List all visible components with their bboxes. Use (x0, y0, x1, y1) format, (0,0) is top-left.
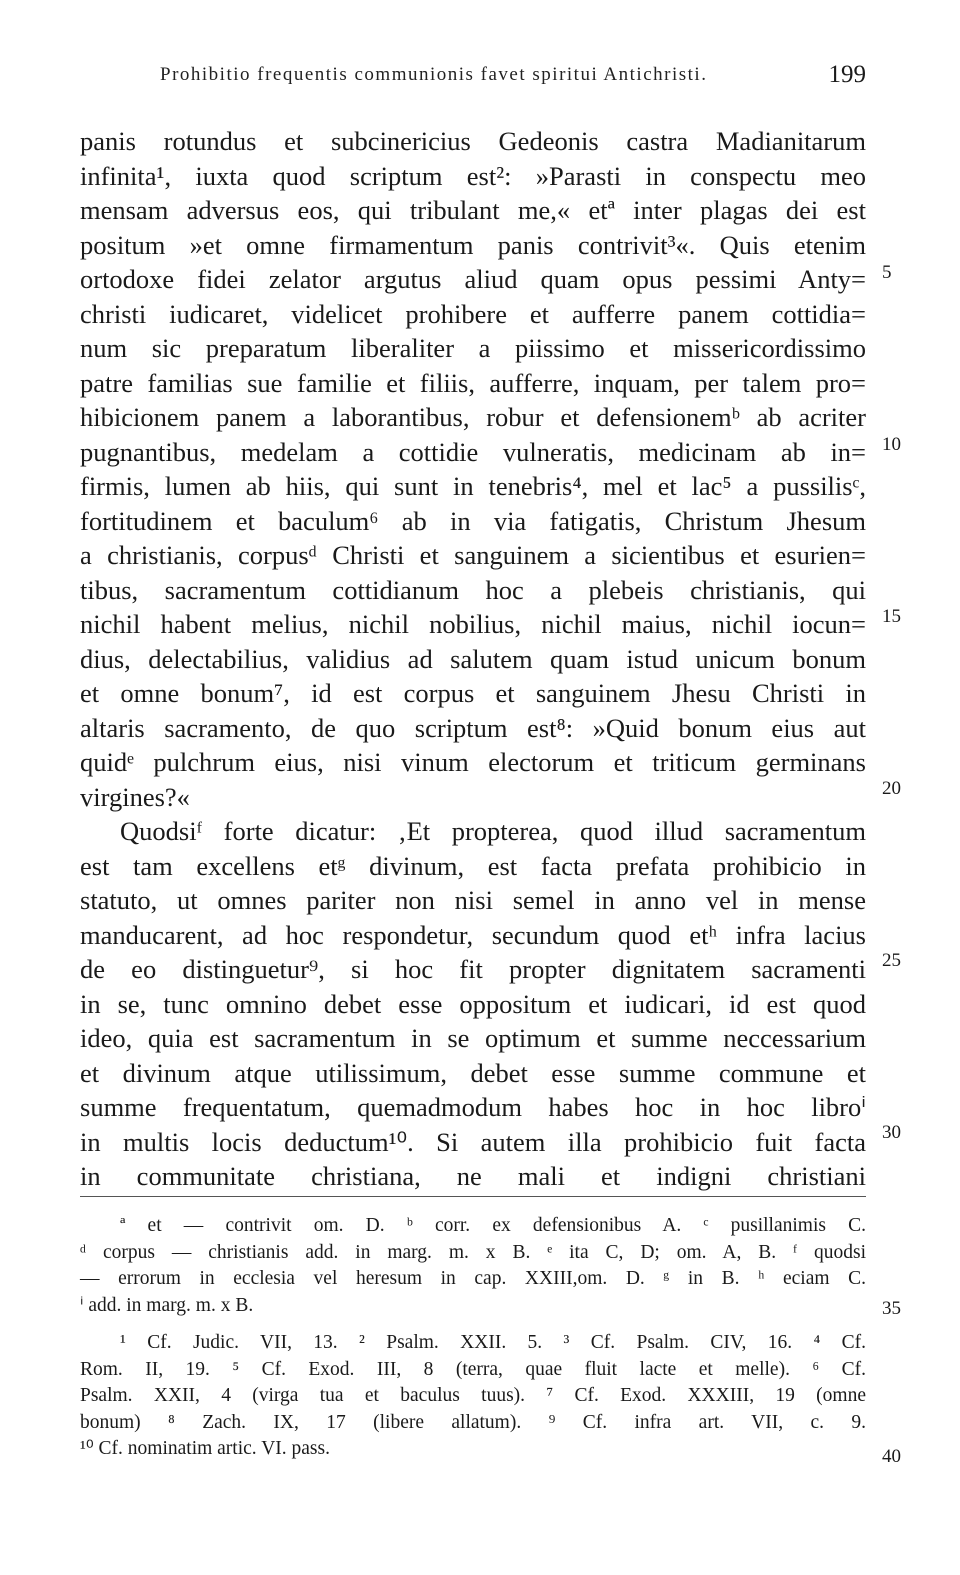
text-line: nichil habent melius, nichil nobilius, nichil maius, nichil iocun= (80, 609, 866, 639)
source-note-line: Psalm. XXII, 4 (virga tua et baculus tuus). ⁷ Cf. Exod. XXXIII, 19 (omne (80, 1385, 866, 1406)
main-text (80, 124, 866, 1194)
running-head (160, 61, 866, 94)
critical-note-line: — errorum in ecclesia vel heresum in cap. XXIII,om. D. ᵍ in B. ʰ eciam C. (80, 1268, 866, 1289)
text-line: de eo distinguetur⁹, si hoc fit propter dignitatem sacramenti (80, 954, 866, 984)
text-line: manducarent, ad hoc respondetur, secundum quod etʰ infra lacius (80, 919, 866, 950)
margin-line-number: 20 (882, 778, 901, 799)
text-line: hibicionem panem a laborantibus, robur et defensionemᵇ ab acriter (80, 402, 866, 432)
text-line: ortodoxe fidei zelator argutus aliud quam opus pessimi Anty= (80, 264, 866, 294)
critical-note-line: ⁱ add. in marg. m. x B. (80, 1294, 254, 1316)
critical-note-line: ᵈ corpus — christianis add. in marg. m. x B. ᵉ ita C, D; om. A, B. ᶠ quodsi (80, 1241, 866, 1263)
text-line: infinita¹, iuxta quod scriptum est²: »Parasti in conspectu meo (80, 160, 866, 191)
text-line: in multis locis deductum¹⁰. Si autem illa prohibicio fuit facta (80, 1126, 866, 1157)
text-line: num sic preparatum liberaliter a piissimo et missericordissimo (80, 333, 866, 363)
text-line: ideo, quia est sacramentum in se optimum et summe neccessarium (80, 1023, 866, 1053)
source-note-line: ¹ Cf. Judic. VII, 13. ² Psalm. XXII. 5. ³ Cf. Psalm. CIV, 16. ⁴ Cf. (120, 1332, 866, 1353)
critical-note-line: ª et — contrivit om. D. ᵇ corr. ex defensionibus A. ᶜ pusillanimis C. (120, 1215, 866, 1236)
text-line: patre familias sue familie et filiis, aufferre, inquam, per talem pro= (80, 367, 866, 398)
text-line: summe frequentatum, quemadmodum habes hoc in hoc libroⁱ (80, 1092, 866, 1122)
source-notes (80, 1330, 866, 1463)
text-line: tibus, sacramentum cottidianum hoc a plebeis christianis, qui (80, 574, 866, 605)
running-head-title: Prohibitio frequentis communionis favet spiritui Antichristi. (160, 64, 708, 85)
text-line: fortitudinem et baculum⁶ ab in via fatigatis, Christum Jhesum (80, 505, 866, 536)
text-line: et omne bonum⁷, id est corpus et sanguinem Jhesu Christi in (80, 678, 866, 708)
text-line: in communitate christiana, ne mali et indigni christiani (80, 1161, 866, 1191)
text-line: panis rotundus et subcinericius Gedeonis castra Madianitarum (80, 126, 866, 156)
text-line: statuto, ut omnes pariter non nisi semel in anno vel in mense (80, 885, 866, 915)
text-line: virgines?« (80, 781, 190, 812)
text-line: altaris sacramento, de quo scriptum est⁸: »Quid bonum eius aut (80, 712, 866, 743)
source-note-line: bonum) ⁸ Zach. IX, 17 (libere allatum). ⁹ Cf. infra art. VII, c. 9. (80, 1411, 866, 1433)
margin-line-number: 5 (882, 262, 892, 283)
page-number: 199 (828, 61, 866, 88)
margin-line-number: 30 (882, 1122, 901, 1143)
source-note-line: ¹⁰ Cf. nominatim artic. VI. pass. (80, 1438, 330, 1459)
footnote-divider (80, 1196, 866, 1197)
text-line: a christianis, corpusᵈ Christi et sanguinem a sicientibus et esurien= (80, 540, 866, 570)
margin-line-number: 40 (882, 1446, 901, 1467)
critical-apparatus (80, 1213, 866, 1319)
source-note-line: Rom. II, 19. ⁵ Cf. Exod. III, 8 (terra, quae fluit lacte et melle). ⁶ Cf. (80, 1358, 866, 1380)
margin-line-number: 35 (882, 1298, 901, 1319)
margin-line-number: 25 (882, 950, 901, 971)
text-line: in se, tunc omnino debet esse oppositum et iudicari, id est quod (80, 988, 866, 1019)
text-line: dius, delectabilius, validius ad salutem quam istud unicum bonum (80, 643, 866, 674)
text-line: et divinum atque utilissimum, debet esse summe commune et (80, 1057, 866, 1088)
text-line: est tam excellens etᵍ divinum, est facta prefata prohibicio in (80, 850, 866, 881)
text-line: Quodsiᶠ forte dicatur: ‚Et propterea, quod illud sacramentum (120, 816, 866, 846)
margin-line-number: 10 (882, 434, 901, 455)
text-line: pugnantibus, medelam a cottidie vulneratis, medicinam ab in= (80, 436, 866, 467)
text-line: mensam adversus eos, qui tribulant me,« etª inter plagas dei est (80, 195, 866, 225)
text-line: positum »et omne firmamentum panis contrivit³«. Quis etenim (80, 229, 866, 260)
text-line: christi iudicaret, videlicet prohibere et aufferre panem cottidia= (80, 298, 866, 329)
margin-line-number: 15 (882, 606, 901, 627)
text-line: firmis, lumen ab hiis, qui sunt in tenebris⁴, mel et lac⁵ a pussilisᶜ, (80, 471, 866, 501)
text-line: quidᵉ pulchrum eius, nisi vinum electorum et triticum germinans (80, 747, 866, 777)
